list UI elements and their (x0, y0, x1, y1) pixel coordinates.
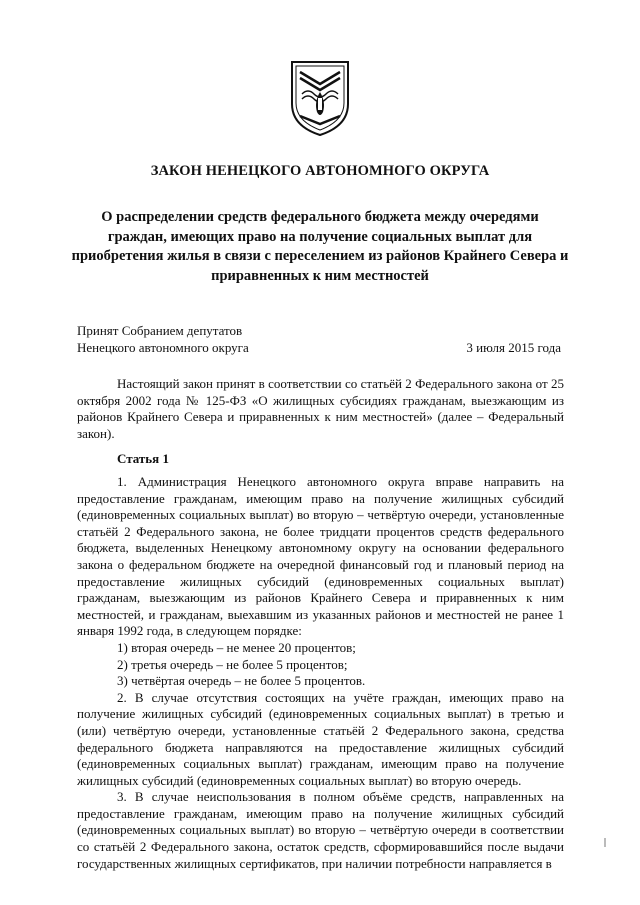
coat-of-arms-icon (288, 58, 352, 138)
paragraph: 2. В случае отсутствия состоящих на учёте граждан, имеющих право на получение жилищных субсидий (единовременных социальных выплат) в третью и (или) четвёртую очереди, установленные статьёй 2 Федерального закона, средства федерального бюджета направляются на предоставление жилищных субсидий (единовременных социальных выплат) гражданам, имеющим право на получение жилищных субсидий (единовременных социальных выплат) во вторую очередь. (77, 689, 564, 788)
law-title: ЗАКОН НЕНЕЦКОГО АВТОНОМНОГО ОКРУГА (150, 163, 490, 179)
paragraph: 3. В случае неиспользования в полном объёме средств, направленных на предоставление гражданам, имеющим право на получение жилищных субсидий (единовременных социальных выплат) во вторую – четвёртую очереди в соответствии со статьёй 2 Федерального закона, остаток средств, сформировавшийся после выдачи государственных жилищных сертификатов, при наличии потребности направляется в (77, 789, 564, 871)
adopted-by-line1: Принят Собранием депутатов (77, 323, 243, 338)
adoption-date: 3 июля 2015 года (466, 340, 561, 355)
list-item: 2) третья очередь – не более 5 процентов; (117, 656, 348, 672)
scan-mark (604, 838, 606, 847)
adopted-by-line2: Ненецкого автономного округа (77, 340, 249, 355)
article-body (77, 474, 564, 872)
paragraph: 1. Администрация Ненецкого автономного округа вправе направить на предоставление гражданам, имеющим право на получение жилищных субсидий (единовременных социальных выплат) во вторую – четвёртую очереди, установленные статьёй 2 Федерального закона, не более тридцати процентов средств федерального бюджета, выделенных Ненецкому автономному округу на основании федерального закона о федеральном бюджете на очередной финансовый год и плановый период на предоставление жилищных субсидий (единовременных социальных выплат) гражданам, выезжающим из районов Крайнего Севера и приравненных к ним местностей, и гражданам, выехавшим из указанных районов и местностей не ранее 1 января 1992 года, в следующем порядке: (77, 474, 564, 639)
article-heading: Статья 1 (117, 451, 169, 466)
law-subtitle: О распределении средств федерального бюджета между очередями граждан, имеющих право на получение социальных выплат для приобретения жилья в связи с переселением из районов Крайнего Севера и приравненных к ним местностей (71, 209, 569, 284)
list-item: 3) четвёртая очередь – не более 5 процентов. (117, 673, 366, 689)
preamble: Настоящий закон принят в соответствии со статьёй 2 Федерального закона от 25 октября 2002 года № 125-ФЗ «О жилищных субсидиях гражданам, выезжающим из районов Крайнего Севера и приравненных к ним местностей» (далее – Федеральный закон). (77, 376, 564, 441)
adoption-info (77, 322, 249, 356)
list-item: 1) вторая очередь – не менее 20 процентов; (117, 639, 356, 655)
